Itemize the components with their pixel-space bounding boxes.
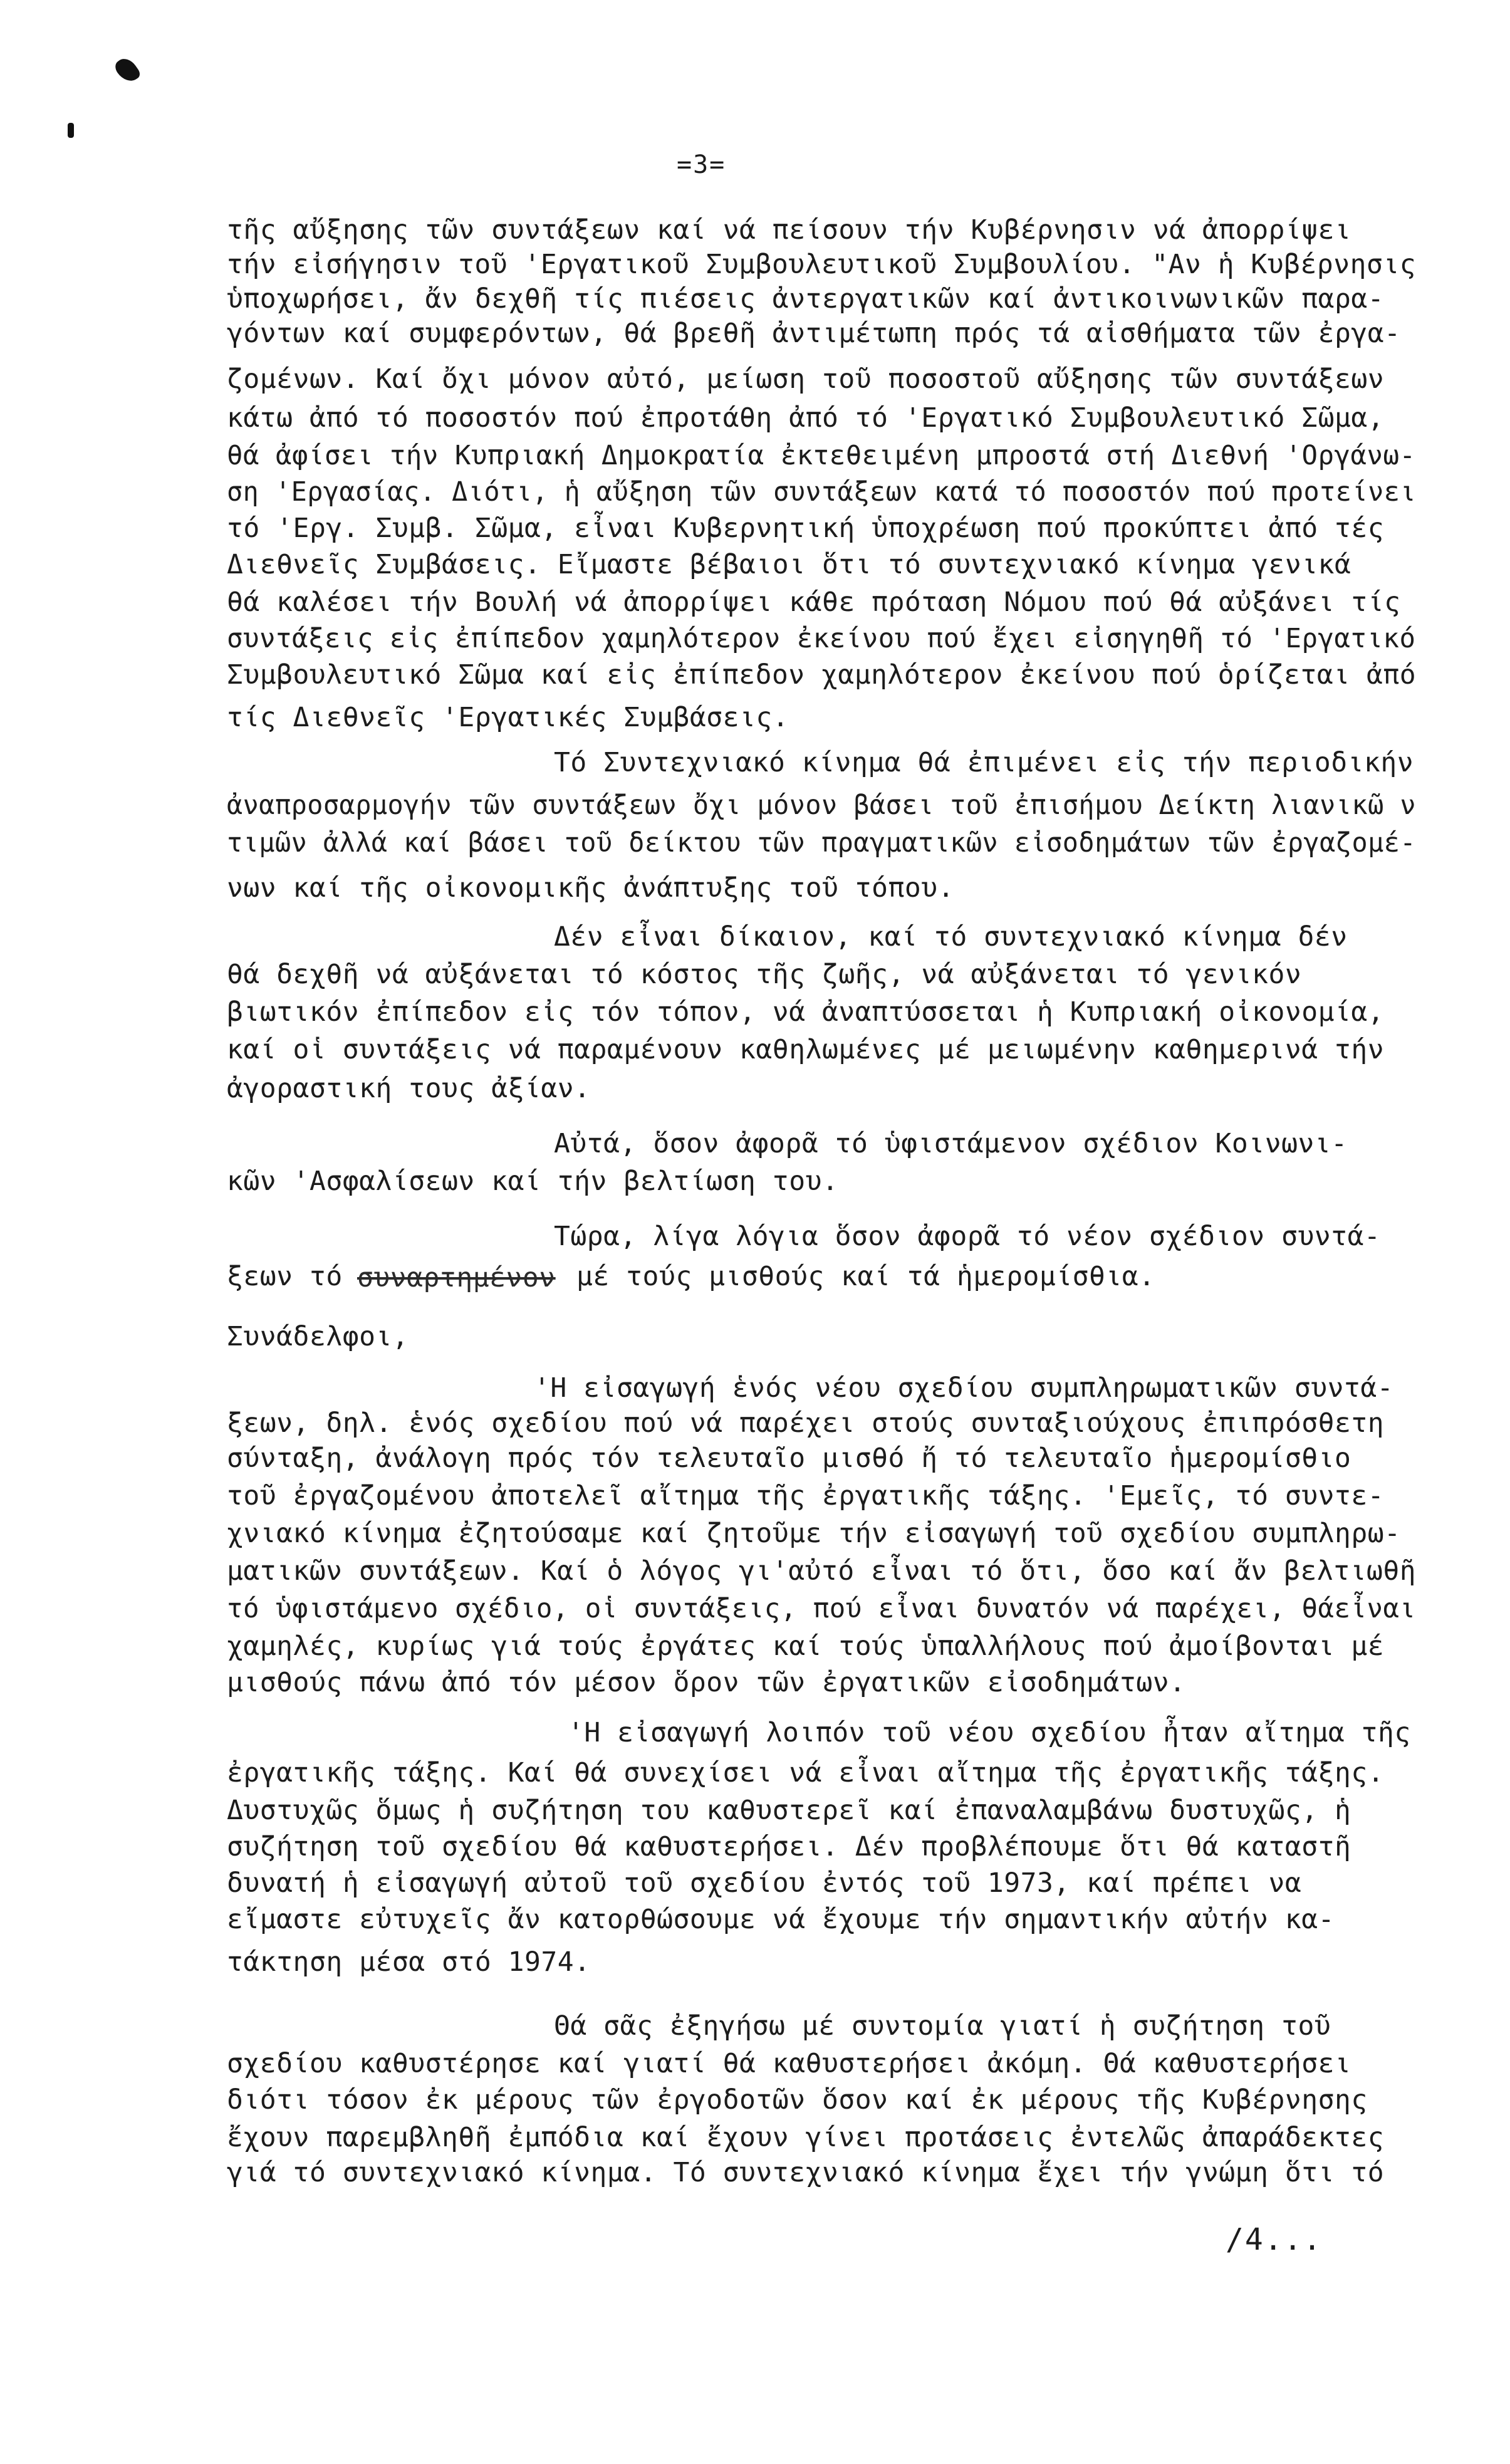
text-line: τοῦ ἐργαζομένου ἀποτελεῖ αἴτημα τῆς ἐργατικῆς τάξης. 'Εμεῖς, τό συντε- [227, 1480, 1385, 1511]
text-line: ξεων τό [227, 1261, 343, 1292]
text-line: ξεων, δηλ. ἑνός σχεδίου πού νά παρέχει στούς συνταξιούχους ἐπιπρόσθετη [227, 1407, 1385, 1439]
text-line: Τώρα, λίγα λόγια ὅσον ἀφορᾶ τό νέον σχέδιον συντά- [554, 1221, 1381, 1252]
text-line: 'Η εἰσαγωγή λοιπόν τοῦ νέου σχεδίου ἦταν αἴτημα τῆς [568, 1717, 1411, 1748]
ink-blot [112, 55, 142, 86]
struck-word: συναρτημένον [357, 1262, 556, 1293]
text-line: τίς Διεθνεῖς 'Εργατικές Συμβάσεις. [227, 702, 789, 733]
text-line: ἀναπροσαρμογήν τῶν συντάξεων ὄχι μόνον βάσει τοῦ ἐπισήμου Δείκτη λιανικῶ ν [227, 790, 1417, 821]
text-line: ζομένων. Καί ὄχι μόνον αὐτό, μείωση τοῦ ποσοστοῦ αὔξησης τῶν συντάξεων [227, 363, 1385, 395]
continuation-marker: /4... [1226, 2222, 1323, 2257]
text-line: Δέν εἶναι δίκαιον, καί τό συντεχνιακό κίνημα δέν [554, 921, 1348, 953]
text-line: ἀγοραστική τους ἀξίαν. [227, 1073, 591, 1104]
text-line: βιωτικόν ἐπίπεδον εἰς τόν τόπον, νά ἀναπτύσσεται ἡ Κυπριακή οἰκονομία, [227, 996, 1385, 1028]
text-line: ματικῶν συντάξεων. Καί ὁ λόγος γι'αὐτό εἶναι τό ὅτι, ὅσο καί ἄν βελτιωθῆ [227, 1555, 1417, 1587]
text-line: Θά σᾶς ἐξηγήσω μέ συντομία γιατί ἡ συζήτηση τοῦ [554, 2010, 1331, 2042]
text-line: τό ὑφιστάμενο σχέδιο, οἱ συντάξεις, πού εἶναι δυνατόν νά παρέχει, θάεἶναι [227, 1593, 1416, 1624]
text-line: χνιακό κίνημα ἐζητούσαμε καί ζητοῦμε τήν εἰσαγωγή τοῦ σχεδίου συμπληρω- [227, 1518, 1401, 1549]
text-line: Αὐτά, ὅσον ἀφορᾶ τό ὑφιστάμενον σχέδιον Κοινωνι- [554, 1128, 1348, 1159]
text-line: συζήτηση τοῦ σχεδίου θά καθυστερήσει. Δέν προβλέπουμε ὅτι θά καταστῆ [227, 1831, 1351, 1862]
ink-dot [68, 123, 74, 138]
text-line: τιμῶν ἀλλά καί βάσει τοῦ δείκτου τῶν πραγματικῶν εἰσοδημάτων τῶν ἐργαζομέ- [227, 827, 1417, 859]
text-line: γιά τό συντεχνιακό κίνημα. Τό συντεχνιακό κίνημα ἔχει τήν γνώμη ὅτι τό [227, 2157, 1385, 2188]
text-line: Συνάδελφοι, [227, 1321, 409, 1352]
text-line: θά καλέσει τήν Βουλή νά ἀπορρίψει κάθε πρόταση Νόμου πού θά αὐξάνει τίς [227, 587, 1401, 618]
text-line: τό 'Εργ. Συμβ. Σῶμα, εἶναι Κυβερνητική ὑποχρέωση πού προκύπτει ἀπό τές [227, 513, 1385, 544]
text-line: κῶν 'Ασφαλίσεων καί τήν βελτίωση του. [227, 1166, 839, 1197]
text-line: Δυστυχῶς ὅμως ἡ συζήτηση του καθυστερεῖ καί ἐπαναλαμβάνω δυστυχῶς, ἡ [227, 1795, 1351, 1826]
text-line: θά ἀφίσει τήν Κυπριακή Δημοκρατία ἐκτεθειμένη μπροστά στή Διεθνή 'Οργάνω- [227, 440, 1416, 471]
text-line: συντάξεις εἰς ἐπίπεδον χαμηλότερον ἐκείνου πού ἔχει εἰσηγηθῆ τό 'Εργατικό [227, 623, 1416, 654]
text-line: Συμβουλευτικό Σῶμα καί εἰς ἐπίπεδον χαμηλότερον ἐκείνου πού ὁρίζεται ἀπό [227, 659, 1417, 691]
text-line: τήν εἰσήγησιν τοῦ 'Εργατικοῦ Συμβουλευτικοῦ Συμβουλίου. "Αν ἡ Κυβέρνησις [227, 249, 1417, 280]
text-line: ὑποχωρήσει, ἄν δεχθῆ τίς πιέσεις ἀντεργατικῶν καί ἀντικοινωνικῶν παρα- [227, 283, 1385, 315]
text-line: τάκτηση μέσα στό 1974. [227, 1946, 591, 1978]
text-line: γόντων καί συμφερόντων, θά βρεθῆ ἀντιμέτωπη πρός τά αἰσθήματα τῶν ἐργα- [227, 318, 1401, 349]
text-line: ἔχουν παρεμβληθῆ ἐμπόδια καί ἔχουν γίνει προτάσεις ἐντελῶς ἀπαράδεκτες [227, 2122, 1385, 2153]
text-line: μέ τούς μισθούς καί τά ἡμερομίσθια. [576, 1261, 1155, 1292]
text-line: σχεδίου καθυστέρησε καί γιατί θά καθυστερήσει ἀκόμη. Θά καθυστερήσει [227, 2048, 1351, 2079]
text-line: εἴμαστε εὐτυχεῖς ἄν κατορθώσουμε νά ἔχουμε τήν σημαντικήν αὐτήν κα- [227, 1904, 1335, 1935]
text-line: σύνταξη, ἀνάλογη πρός τόν τελευταῖο μισθό ἤ τό τελευταῖο ἡμερομίσθιο [227, 1443, 1351, 1474]
text-line: ἐργατικῆς τάξης. Καί θά συνεχίσει νά εἶναι αἴτημα τῆς ἐργατικῆς τάξης. [227, 1757, 1385, 1788]
text-line: διότι τόσον ἐκ μέρους τῶν ἐργοδοτῶν ὅσον καί ἐκ μέρους τῆς Κυβέρνησης [227, 2084, 1368, 2116]
text-line: χαμηλές, κυρίως γιά τούς ἐργάτες καί τούς ὑπαλλήλους πού ἀμοίβονται μέ [227, 1631, 1385, 1662]
text-line: μισθούς πάνω ἀπό τόν μέσον ὅρον τῶν ἐργατικῶν εἰσοδημάτων. [227, 1667, 1186, 1698]
text-line: τῆς αὔξησης τῶν συντάξεων καί νά πείσουν τήν Κυβέρνησιν νά ἀπορρίψει [227, 214, 1351, 246]
text-line: Διεθνεῖς Συμβάσεις. Εἴμαστε βέβαιοι ὅτι τό συντεχνιακό κίνημα γενικά [227, 549, 1351, 580]
page-number: =3= [677, 150, 726, 179]
text-line: Τό Συντεχνιακό κίνημα θά ἐπιμένει εἰς τήν περιοδικήν [554, 747, 1414, 778]
text-line: ση 'Εργασίας. Διότι, ἡ αὔξηση τῶν συντάξεων κατά τό ποσοστόν πού προτείνει [227, 476, 1417, 508]
text-line: 'Η εἰσαγωγή ἑνός νέου σχεδίου συμπληρωματικῶν συντά- [534, 1372, 1394, 1404]
text-line: καί οἱ συντάξεις νά παραμένουν καθηλωμένες μέ μειωμένην καθημερινά τήν [227, 1034, 1385, 1065]
text-line: νων καί τῆς οἰκονομικῆς ἀνάπτυξης τοῦ τόπου. [227, 872, 955, 904]
text-line: δυνατή ἡ εἰσαγωγή αὐτοῦ τοῦ σχεδίου ἐντός τοῦ 1973, καί πρέπει να [227, 1867, 1302, 1899]
text-line: κάτω ἀπό τό ποσοστόν πού ἐπροτάθη ἀπό τό 'Εργατικό Συμβουλευτικό Σῶμα, [227, 402, 1385, 434]
text-line: θά δεχθῆ νά αὐξάνεται τό κόστος τῆς ζωῆς, νά αὐξάνεται τό γενικόν [227, 959, 1302, 990]
